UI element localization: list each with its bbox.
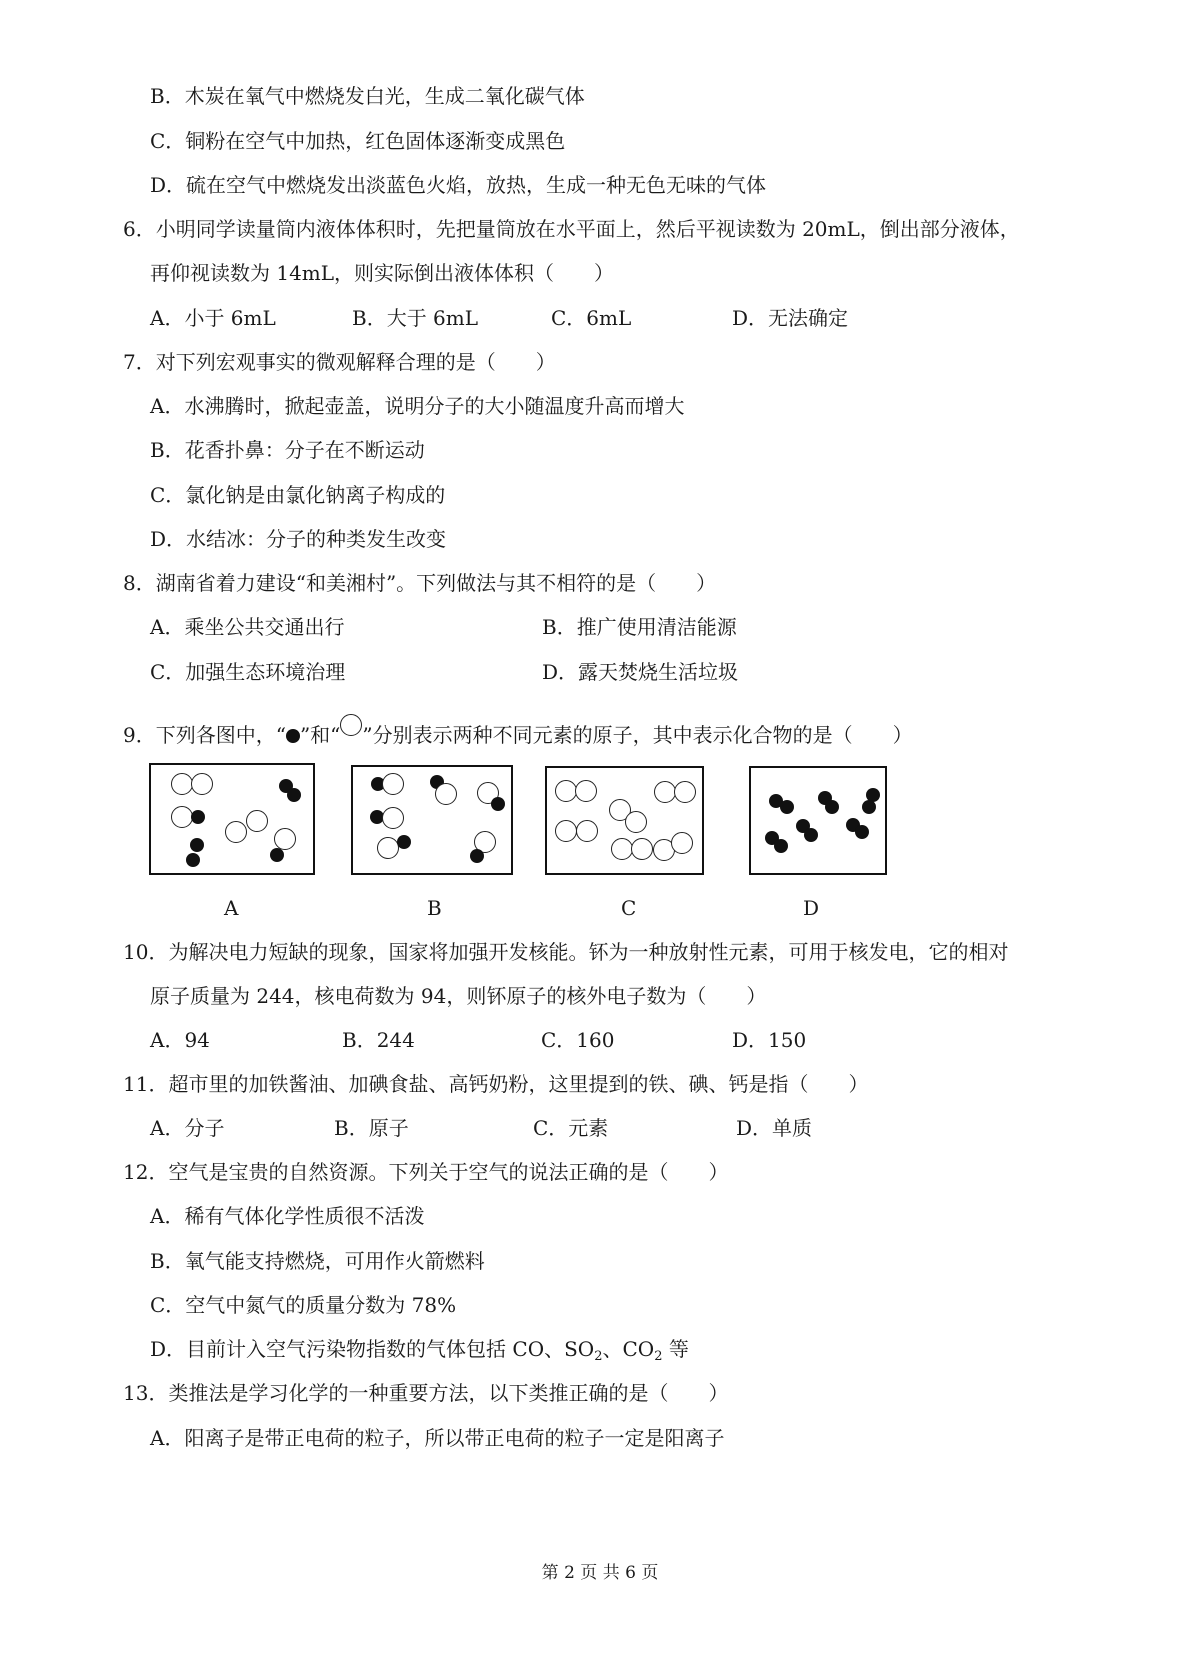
white-atom-icon: [340, 714, 362, 736]
diagram-d: [749, 766, 887, 875]
q12-option-d-text: 等: [662, 1337, 689, 1361]
q10-option-c: C．160: [541, 1028, 615, 1052]
q8-option-b: B．推广使用清洁能源: [542, 615, 737, 639]
q13-stem: 13．类推法是学习化学的一种重要方法，以下类推正确的是（ ）: [123, 1381, 729, 1405]
white-atom: [555, 780, 577, 802]
white-atom: [377, 837, 399, 859]
q9-stem-part2: ”和“: [299, 723, 341, 747]
q10-option-b: B．244: [342, 1028, 415, 1052]
q7-option-b: B．花香扑鼻：分子在不断运动: [150, 438, 425, 462]
q6-option-a: A．小于 6mL: [150, 306, 276, 330]
white-atom: [674, 781, 696, 803]
q9-stem: [123, 714, 913, 748]
q12-option-b: B．氧气能支持燃烧，可用作火箭燃料: [150, 1249, 485, 1273]
q11-option-a: A．分子: [150, 1116, 225, 1140]
q9-stem-part1: 9．下列各图中，“: [123, 723, 286, 747]
diagram-label-b: B: [427, 896, 442, 920]
white-atom: [555, 820, 577, 842]
white-atom: [575, 780, 597, 802]
q10-option-a: A．94: [150, 1028, 210, 1052]
page-footer: 第 2 页 共 6 页: [541, 1563, 659, 1583]
q8-option-c: C．加强生态环境治理: [150, 660, 346, 684]
q11-option-c: C．元素: [533, 1116, 609, 1140]
subscript: 2: [654, 1349, 663, 1364]
white-atom: [191, 773, 213, 795]
q10-stem-line1: 10．为解决电力短缺的现象，国家将加强开发核能。钚为一种放射性元素，可用于核发电，它的相对: [123, 940, 1009, 964]
q8-stem: 8．湖南省着力建设“和美湘村”。下列做法与其不相符的是（ ）: [123, 571, 717, 595]
q12-option-a: A．稀有气体化学性质很不活泼: [150, 1204, 425, 1228]
diagram-label-d: D: [803, 896, 820, 920]
q7-option-c: C．氯化钠是由氯化钠离子构成的: [150, 483, 446, 507]
white-atom: [631, 838, 653, 860]
black-atom: [397, 835, 411, 849]
q7-option-a: A．水沸腾时，掀起壶盖，说明分子的大小随温度升高而增大: [150, 394, 685, 418]
white-atom: [171, 773, 193, 795]
q5-option-d: D．硫在空气中燃烧发出淡蓝色火焰，放热，生成一种无色无味的气体: [150, 173, 767, 197]
q12-option-d: [150, 1336, 689, 1370]
black-atom: [190, 838, 204, 852]
white-atom: [671, 832, 693, 854]
q5-option-b: B．木炭在氧气中燃烧发白光，生成二氧化碳气体: [150, 84, 585, 108]
q12-option-d-text: 、CO: [602, 1337, 655, 1361]
white-atom: [225, 821, 247, 843]
black-atom: [804, 828, 818, 842]
q6-option-b: B．大于 6mL: [352, 306, 479, 330]
white-atom: [246, 810, 268, 832]
q6-option-d: D．无法确定: [732, 306, 849, 330]
q12-option-d-text: D．目前计入空气污染物指数的气体包括 CO、SO: [150, 1337, 595, 1361]
black-atom-icon: [286, 729, 300, 743]
black-atom: [825, 800, 839, 814]
black-atom: [186, 853, 200, 867]
q6-stem-line2: 再仰视读数为 14mL，则实际倒出液体体积（ ）: [150, 261, 615, 285]
white-atom: [654, 781, 676, 803]
black-atom: [287, 788, 301, 802]
white-atom: [611, 838, 633, 860]
q5-option-c: C．铜粉在空气中加热，红色固体逐渐变成黑色: [150, 129, 566, 153]
diagram-label-c: C: [621, 896, 637, 920]
diagram-label-a: A: [224, 896, 239, 920]
black-atom: [774, 839, 788, 853]
black-atom: [191, 810, 205, 824]
black-atom: [855, 825, 869, 839]
white-atom: [625, 811, 647, 833]
q7-option-d: D．水结冰：分子的种类发生改变: [150, 527, 447, 551]
white-atom: [171, 806, 193, 828]
q8-option-a: A．乘坐公共交通出行: [150, 615, 345, 639]
q6-option-c: C．6mL: [551, 306, 632, 330]
q9-stem-part3: ”分别表示两种不同元素的原子，其中表示化合物的是（ ）: [362, 723, 913, 747]
q11-option-d: D．单质: [736, 1116, 813, 1140]
q6-stem-line1: 6．小明同学读量筒内液体体积时，先把量筒放在水平面上，然后平视读数为 20mL，倒出部分液体，: [123, 217, 1020, 241]
diagram-b: [351, 765, 513, 875]
q11-stem: 11．超市里的加铁酱油、加碘食盐、高钙奶粉，这里提到的铁、碘、钙是指（ ）: [123, 1072, 869, 1096]
white-atom: [576, 820, 598, 842]
q10-option-d: D．150: [732, 1028, 807, 1052]
black-atom: [862, 800, 876, 814]
diagram-c: [545, 766, 704, 875]
q7-stem: 7．对下列宏观事实的微观解释合理的是（ ）: [123, 350, 556, 374]
white-atom: [382, 773, 404, 795]
black-atom: [491, 797, 505, 811]
white-atom: [382, 807, 404, 829]
black-atom: [780, 800, 794, 814]
subscript: 2: [594, 1349, 603, 1364]
black-atom: [270, 848, 284, 862]
diagram-a: [149, 763, 315, 875]
black-atom: [470, 849, 484, 863]
q12-stem: 12．空气是宝贵的自然资源。下列关于空气的说法正确的是（ ）: [123, 1160, 729, 1184]
q12-option-c: C．空气中氮气的质量分数为 78%: [150, 1293, 457, 1317]
white-atom: [274, 828, 296, 850]
q10-stem-line2: 原子质量为 244，核电荷数为 94，则钚原子的核外电子数为（ ）: [150, 984, 767, 1008]
white-atom: [435, 783, 457, 805]
q8-option-d: D．露天焚烧生活垃圾: [542, 660, 739, 684]
q13-option-a: A．阳离子是带正电荷的粒子，所以带正电荷的粒子一定是阳离子: [150, 1426, 725, 1450]
q11-option-b: B．原子: [334, 1116, 409, 1140]
